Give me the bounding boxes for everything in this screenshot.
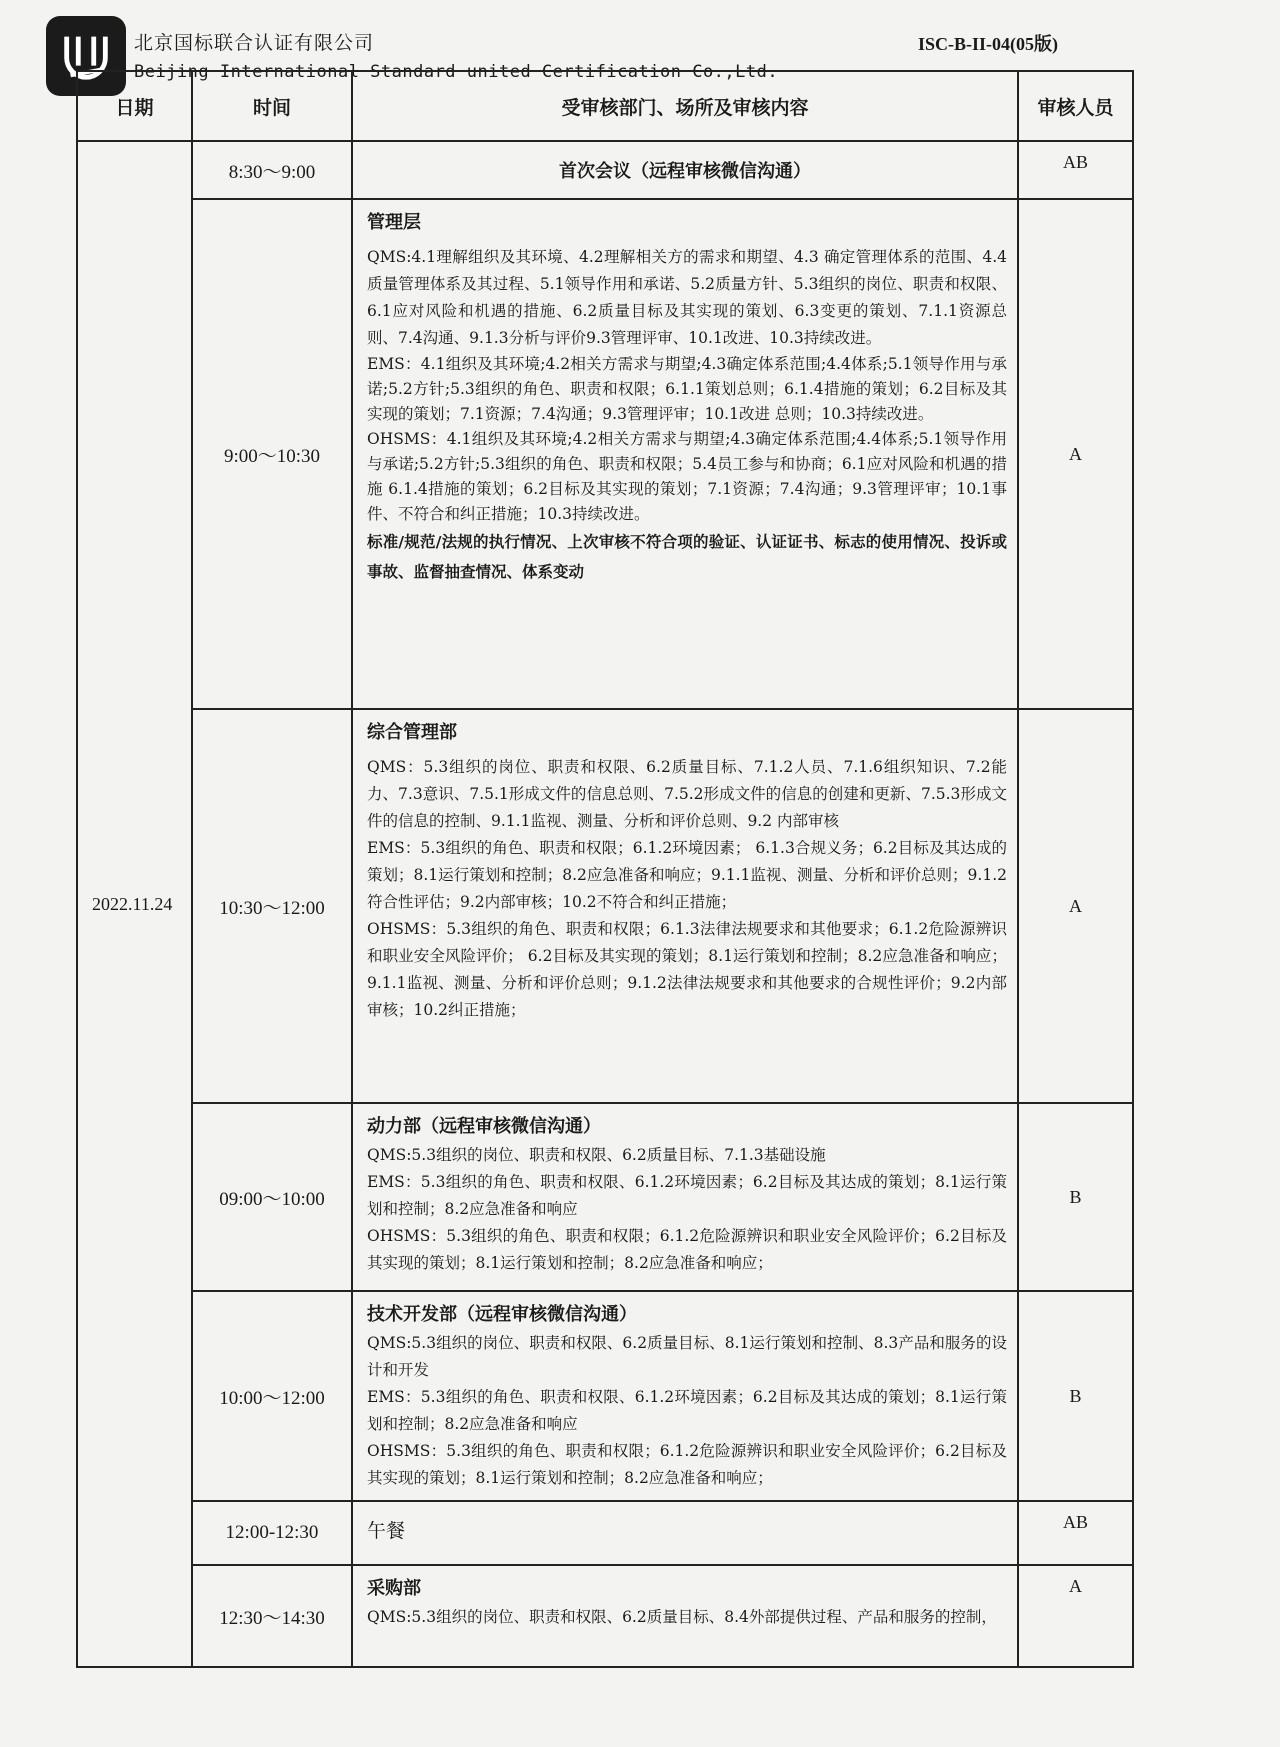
row-time: 12:00-12:30 xyxy=(192,1501,352,1565)
ems-clauses: EMS：5.3组织的角色、职责和权限、6.1.2环境因素；6.2目标及其达成的策划；8.1运行策划和控制；8.2应急准备和响应 xyxy=(367,1173,1007,1218)
ohsms-clauses: OHSMS：5.3组织的角色、职责和权限；6.1.2危险源辨识和职业安全风险评价；6.2目标及其实现的策划；8.1运行策划和控制；8.2应急准备和响应； xyxy=(367,1442,1007,1487)
department-title: 动力部（远程审核微信沟通） xyxy=(367,1116,601,1137)
row-time: 09:00～10:00 xyxy=(192,1103,352,1291)
ems-clauses: EMS：5.3组织的角色、职责和权限、6.1.2环境因素；6.2目标及其达成的策划；8.1运行策划和控制；8.2应急准备和响应 xyxy=(367,1388,1007,1433)
department-title: 技术开发部（远程审核微信沟通） xyxy=(367,1304,637,1325)
audit-date: 2022.11.24 xyxy=(77,141,192,1667)
qms-clauses: QMS：5.3组织的岗位、职责和权限、6.2质量目标、7.1.2人员、7.1.6组织知识、7.2能力、7.3意识、7.5.1形成文件的信息总则、7.5.2形成文件的信息的创建和更新、7.5.3形成文件的信息的控制、9.1.1监视、测量、分析和评价总则、9.2 内部审核 xyxy=(367,758,1007,830)
qms-clauses: QMS:5.3组织的岗位、职责和权限、6.2质量目标、8.1运行策划和控制、8.3产品和服务的设计和开发 xyxy=(367,1334,1007,1379)
company-name-en: Beijing International Standard united Certification Co.,Ltd. xyxy=(134,62,779,82)
department-title: 综合管理部 xyxy=(367,722,457,743)
department-title: 管理层 xyxy=(367,212,421,233)
qms-clauses: QMS:5.3组织的岗位、职责和权限、6.2质量目标、7.1.3基础设施 xyxy=(367,1146,826,1164)
row-title: 午餐 xyxy=(352,1501,1018,1565)
table-row xyxy=(77,709,1133,1103)
table-row xyxy=(77,1291,1133,1501)
department-title: 采购部 xyxy=(367,1578,421,1599)
row-time: 12:30～14:30 xyxy=(192,1565,352,1667)
document-code: ISC-B-II-04(05版) xyxy=(918,34,1059,54)
audit-schedule-table xyxy=(76,70,1134,1668)
audit-note: 标准/规范/法规的执行情况、上次审核不符合项的验证、认证证书、标志的使用情况、投诉或事故、监督抽查情况、体系变动 xyxy=(367,533,1007,581)
header-content: 受审核部门、场所及审核内容 xyxy=(352,71,1018,141)
table-row xyxy=(77,199,1133,709)
row-content xyxy=(352,199,1018,709)
qms-clauses: QMS:5.3组织的岗位、职责和权限、6.2质量目标、8.4外部提供过程、产品和服务的控制， xyxy=(367,1608,997,1626)
row-content xyxy=(352,1565,1018,1667)
table-header-row xyxy=(77,71,1133,141)
row-time: 10:00～12:00 xyxy=(192,1291,352,1501)
header-time: 时间 xyxy=(192,71,352,141)
row-time: 8:30～9:00 xyxy=(192,141,352,199)
row-auditor: A xyxy=(1018,1565,1133,1667)
row-time: 9:00～10:30 xyxy=(192,199,352,709)
ems-clauses: EMS：5.3组织的角色、职责和权限；6.1.2环境因素； 6.1.3合规义务；6.2目标及其达成的策划；8.1运行策划和控制；8.2应急准备和响应；9.1.1监视、测量、分析和评价总则；9.1.2符合性评估；9.2内部审核；10.2不符合和纠正措施； xyxy=(367,839,1007,911)
table-row xyxy=(77,141,1133,199)
row-auditor: AB xyxy=(1018,1501,1133,1565)
table-row xyxy=(77,1103,1133,1291)
row-auditor: A xyxy=(1018,709,1133,1103)
ohsms-clauses: OHSMS：5.3组织的角色、职责和权限；6.1.2危险源辨识和职业安全风险评价；6.2目标及其实现的策划；8.1运行策划和控制；8.2应急准备和响应； xyxy=(367,1227,1007,1272)
row-auditor: B xyxy=(1018,1291,1133,1501)
row-content xyxy=(352,1103,1018,1291)
row-title: 首次会议（远程审核微信沟通） xyxy=(352,141,1018,199)
row-content xyxy=(352,1291,1018,1501)
table-row xyxy=(77,1565,1133,1667)
ohsms-clauses: OHSMS：4.1组织及其环境;4.2相关方需求与期望;4.3确定体系范围;4.4体系;5.1领导作用与承诺;5.2方针;5.3组织的角色、职责和权限；5.4员工参与和协商；6.1应对风险和机遇的措施 6.1.4措施的策划；6.2目标及其实现的策划；7.1资源；7.4沟通；9.3管理评审；10.1事件、不符合和纠正措施；10.3持续改进。 xyxy=(367,430,1007,523)
header-auditor: 审核人员 xyxy=(1018,71,1133,141)
qms-clauses: QMS:4.1理解组织及其环境、4.2理解相关方的需求和期望、4.3 确定管理体系的范围、4.4质量管理体系及其过程、5.1领导作用和承诺、5.2质量方针、5.3组织的岗位、职责和权限、6.1应对风险和机遇的措施、6.2质量目标及其实现的策划、6.3变更的策划、7.1.1资源总则、7.4沟通、9.1.3分析与评价9.3管理评审、10.1改进、10.3持续改进。 xyxy=(367,248,1007,347)
row-auditor: A xyxy=(1018,199,1133,709)
row-content xyxy=(352,709,1018,1103)
row-time: 10:30～12:00 xyxy=(192,709,352,1103)
header-date: 日期 xyxy=(77,71,192,141)
table-row xyxy=(77,1501,1133,1565)
ohsms-clauses: OHSMS：5.3组织的角色、职责和权限；6.1.3法律法规要求和其他要求；6.1.2危险源辨识和职业安全风险评价； 6.2目标及其实现的策划；8.1运行策划和控制；8.2应急准备和响应；9.1.1监视、测量、分析和评价总则；9.1.2法律法规要求和其他要求的合规性评价；9.2内部审核；10.2纠正措施； xyxy=(367,920,1007,1019)
company-name-cn: 北京国标联合认证有限公司 xyxy=(134,32,375,54)
row-auditor: AB xyxy=(1018,141,1133,199)
ems-clauses: EMS：4.1组织及其环境;4.2相关方需求与期望;4.3确定体系范围;4.4体系;5.1领导作用与承诺;5.2方针;5.3组织的角色、职责和权限；6.1.1策划总则；6.1.4措施的策划；6.2目标及其实现的策划；7.1资源；7.4沟通；9.3管理评审；10.1改进 总则；10.3持续改进。 xyxy=(367,355,1007,423)
row-auditor: B xyxy=(1018,1103,1133,1291)
